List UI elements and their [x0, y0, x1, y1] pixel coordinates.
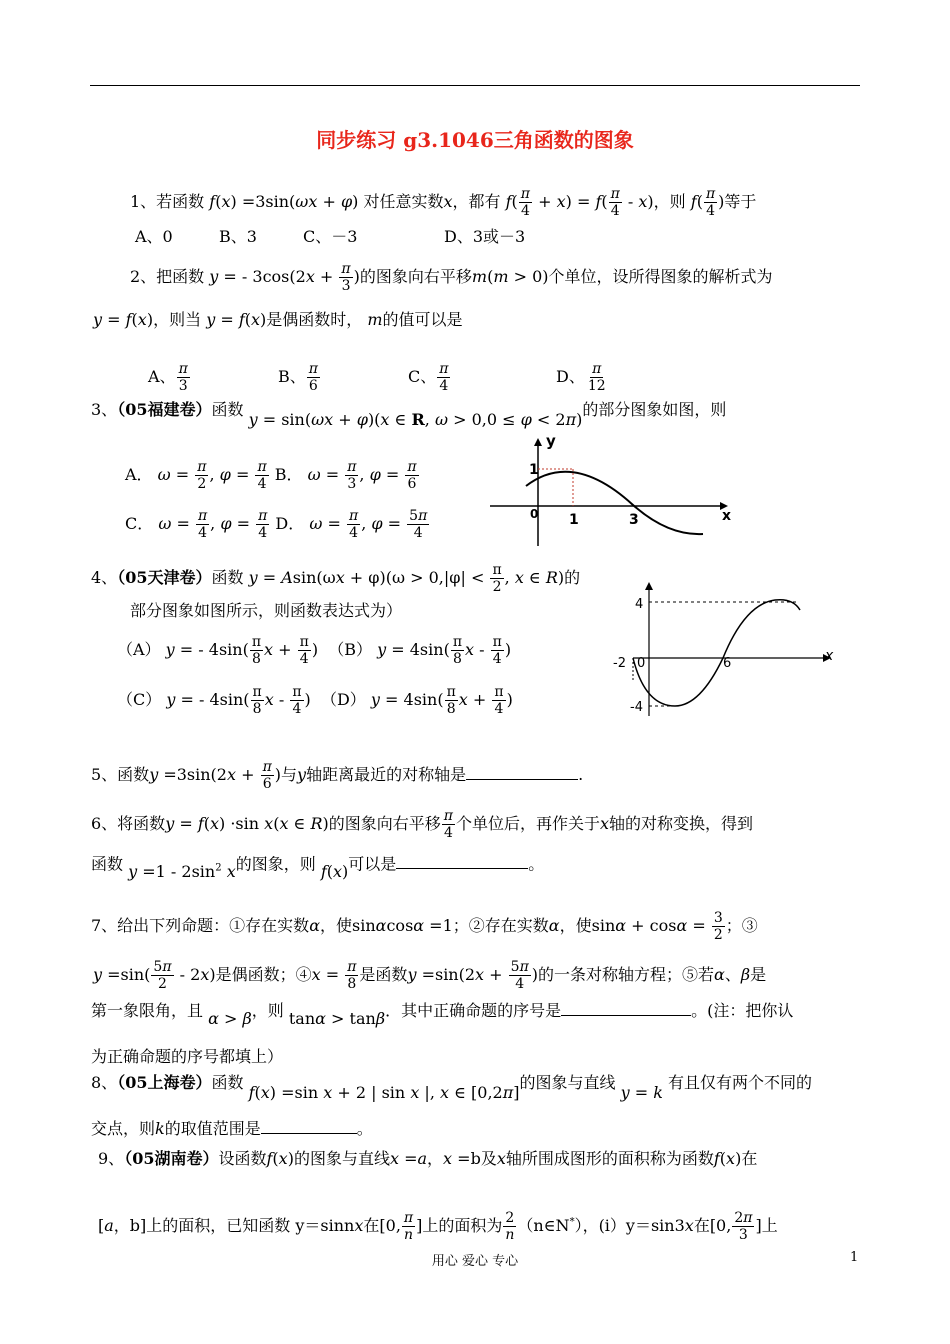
question-8: 8、（05上海卷）函数 f(x) =sin x + 2 | sin x |, x ∈ [0,2π]的图象与直线 y = k 有且仅有两个不同的: [91, 1073, 813, 1102]
graph-q3-curve: [526, 472, 703, 534]
graph-q4-label-origin: 0: [637, 656, 646, 671]
question-5: 5、函数y =3sin(2x + $\frac{\pi}{6}$ )与y轴距离最近的对称轴是 .: [91, 759, 584, 792]
graph-q3: [488, 432, 738, 548]
question-7: 7、给出下列命题：①存在实数α，使sinαcosα =1；②存在实数α，使sinα + cosα = $\frac{3}{2}$ ；③: [91, 910, 758, 943]
footer-text: 用心 爱心 专心: [431, 1254, 519, 1269]
graph-q4-label-neg2: -2: [613, 656, 626, 671]
header-rule: [90, 85, 860, 86]
graph-q3-label-3: 3: [629, 512, 639, 528]
graph-q4-label-x: x: [825, 648, 834, 664]
question-4-options-cd: （C） y = - 4sin( $\frac{\pi}{8}$ x - $\frac{\pi}{4}$ ) （D） y = 4sin( $\frac{\pi}{8}$ x + $\frac{\pi}{4}$ ): [117, 684, 513, 717]
page-number: 1: [850, 1250, 859, 1265]
question-1: 1、若函数 f(x) =3sin(ωx + φ) 对任意实数x，都有 f( $\frac{\pi}{4}$ + x) = f( $\frac{\pi}{4}$ - x)，则 f( $\frac{\pi}{4}$ )等于: [130, 186, 757, 219]
question-2-line2: y = f(x)，则当 y = f(x)是偶函数时， m的值可以是: [93, 310, 463, 329]
graph-q4-label-6: 6: [723, 656, 732, 671]
question-2-options: A、 $\frac{\pi}{3}$ B、 $\frac{\pi}{6}$ C、 $\frac{\pi}{4}$ D、 $\frac{\pi}{12}$: [148, 361, 606, 394]
question-7-line3: 第一象限角，且 α > β，则 tanα > tanβ．其中正确命题的序号是 。(注：把你认: [91, 1001, 794, 1028]
graph-q3-label-1y: 1: [529, 462, 539, 478]
question-8-line2: 交点，则k的取值范围是 。: [91, 1119, 373, 1138]
graph-q4-label-neg4: -4: [630, 700, 643, 715]
question-7-line2: y =sin( $\frac{5\pi}{2}$ - 2x)是偶函数；④x = $\frac{\pi}{8}$ 是函数y =sin(2x + $\frac{5\pi}{4}$ )的一条对称轴方程；⑤若α、β是: [93, 959, 767, 992]
graph-q3-label-origin: 0: [530, 507, 539, 521]
question-3: 3、（05福建卷）函数 y = sin(ωx + φ)(x ∈ R, ω > 0,0 ≤ φ < 2π)的部分图象如图，则: [91, 400, 727, 429]
question-6: 6、将函数y = f(x) ·sin x(x ∈ R)的图象向右平移 $\frac{\pi}{4}$ 个单位后，再作关于x轴的对称变换，得到: [91, 808, 754, 841]
question-9-line2: [a，b]上的面积，已知函数 y＝sinnx在[0, $\frac{\pi}{n}$ ]上的面积为 $\frac{2}{n}$ （n∈N*），(i）y＝sin3x在[0, $\frac{2\pi}{3}$ ]上: [98, 1210, 778, 1243]
question-3-options-cd: C． ω = $\frac{\pi}{4}$ , φ = $\frac{\pi}{4}$ D． ω = $\frac{\pi}{4}$ , φ = $\frac{5\pi}{4}$: [125, 508, 428, 541]
graph-q4-label-4: 4: [635, 597, 644, 612]
graph-q4: [605, 580, 840, 720]
graph-q4-y-arrow: [645, 582, 653, 590]
graph-q3-label-y: y: [546, 432, 556, 450]
graph-q4-curve: [633, 600, 800, 706]
question-6-line2: 函数 $y =1 - 2\sin^2$ x的图象，则 f(x)可以是 。: [91, 854, 545, 882]
page-title: 同步练习 g3.1046三角函数的图象: [316, 128, 634, 152]
graph-q3-label-1x: 1: [569, 512, 579, 528]
question-4-line2: 部分图象如图所示，则函数表达式为）: [130, 601, 403, 620]
question-1-options: A、0 B、3 C、－3 D、3或－3: [135, 227, 526, 246]
question-7-line4: 为正确命题的序号都填上）: [91, 1047, 284, 1066]
question-9: 9、（05湖南卷）设函数f(x)的图象与直线x =a，x =b及x轴所围成图形的面积称为函数f(x)在: [98, 1149, 758, 1168]
graph-q3-label-x: x: [722, 508, 732, 524]
question-4: 4、（05天津卷）函数 y = Asin(ωx + φ)(ω > 0,|φ| < $\frac{\pi}{2}$ , x ∈ R)的: [91, 562, 581, 595]
question-4-options-ab: （A） y = - 4sin( $\frac{\pi}{8}$ x + $\frac{\pi}{4}$ ) （B） y = 4sin( $\frac{\pi}{8}$ x - $\frac{\pi}{4}$ ): [117, 634, 512, 667]
question-2: 2、把函数 y = - 3cos(2x + $\frac{\pi}{3}$ )的图象向右平移m(m > 0)个单位，设所得图象的解析式为: [130, 261, 773, 294]
graph-q3-y-arrow: [534, 438, 542, 446]
question-3-options-ab: A． ω = $\frac{\pi}{2}$ , φ = $\frac{\pi}{4}$ B． ω = $\frac{\pi}{3}$ , φ = $\frac{\pi}{6}$: [125, 459, 417, 492]
